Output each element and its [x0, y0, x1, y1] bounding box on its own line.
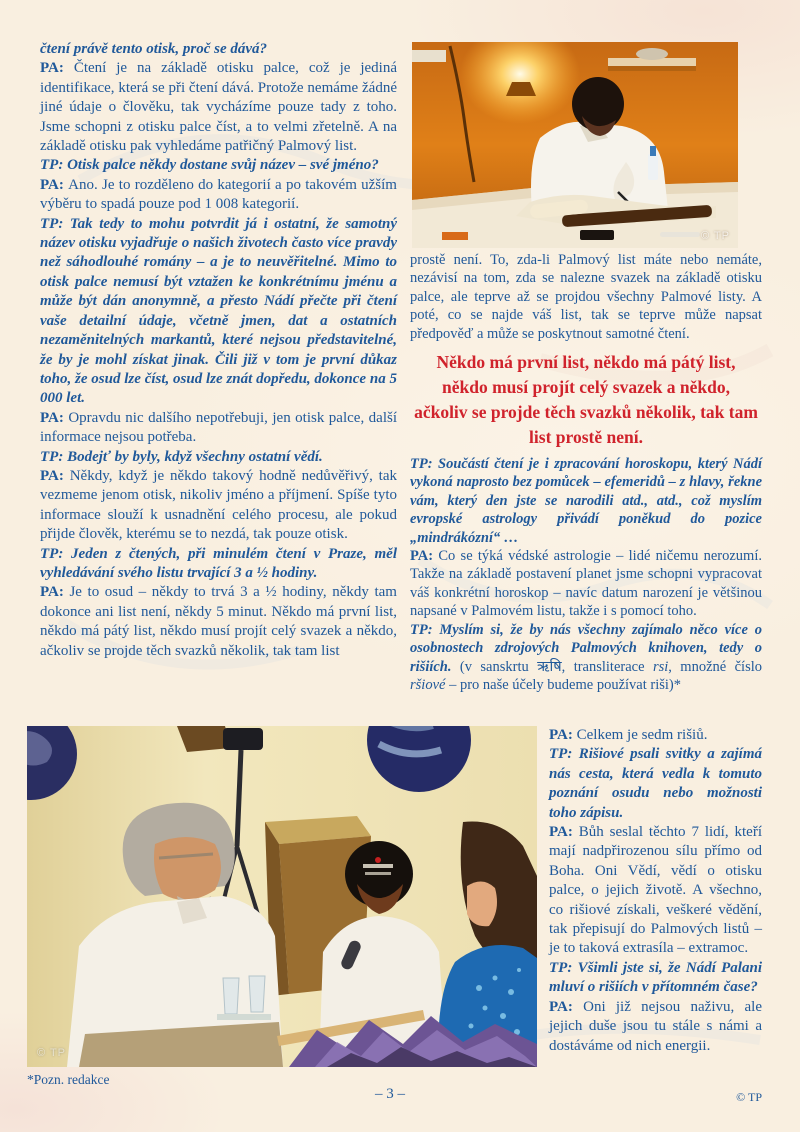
- answer-paragraph: PA: Oni již nejsou naživu, ale jejich duše jsou tu stále s námi a dostáváme od nich energii.: [549, 998, 762, 1054]
- answer-paragraph: PA: Bůh seslal těchto 7 lidí, kteří mají nadpřirozenou sílu přímo od Boha. Oni Vědí, vědí o otisku palce, o jejich životě. A všechno, co rišiové získali, veškeré vědění, tak přepisují do Palmových listů – je to taková extrasíla – extramoc.: [549, 824, 762, 957]
- answer-paragraph: PA: Celkem je sedm rišiů.: [549, 727, 708, 743]
- vibhuti-stripes: [363, 864, 393, 868]
- photo-watermark: © TP: [700, 230, 730, 242]
- question-paragraph: TP: Součástí čtení je i zpracování horoskopu, který Nádí vykoná naprosto bez pomůcek – efemeridů – z hlavy, řekne vám, který den jste se narodili atd., atd., což myslím evropské astrology přivádí poněkud do pozice „mindrákózní“ …: [410, 456, 762, 546]
- question-paragraph: TP: Myslím si, že by nás všechny zajímalo něco více o osobnostech zdrojových Palmových knihoven, tedy o rišiích. (v sanskrtu ऋषि, transliterace rsi, množné číslo ršiové – pro naše účely budeme používat riši)*: [410, 621, 762, 693]
- question-paragraph: TP: Jeden z čtených, při minulém čtení v Praze, měl vyhledávání svého listu trvající 3 a ½ hodiny.: [40, 545, 397, 581]
- photo-top-illustration: [412, 42, 738, 248]
- answer-paragraph: PA: Někdy, když je někdo takový hodně nedůvěřivý, tak vezmeme jenom otisk, nikoliv jméno a příjmení. Spíše tyto informace slouží k usnadnění celého procesu, ale pokud přijde člověk, kterému se to nezdá, tak pouze otisk.: [40, 467, 397, 543]
- answer-paragraph: PA: Čtení je na základě otisku palce, což je jediná identifikace, která se při čtení dává. Protože nemáme žádné jiné údaje o člověku, tak vycházíme pouze tady z toho. Jsme schopni z otisku palce číst, a to velmi zřetelně. A na základě otisku pak vyhledáme patřičný Palmový list.: [40, 60, 397, 155]
- question-paragraph: čtení právě tento otisk, proč se dává?: [40, 41, 268, 57]
- answer-paragraph: PA: Co se týká védské astrologie – lidé ničemu nerozumí. Takže na základě postavení planet jsme schopni vypracovat váš konkrétní horoskop – navíc datum narození je většinou napsané v Palmovém listu, takže i s pomocí toho.: [410, 548, 762, 620]
- answer-paragraph: PA: Opravdu nic dalšího nepotřebuji, jen otisk palce, další informace nejsou potřeba.: [40, 409, 397, 446]
- photo-bottom-illustration: [27, 726, 537, 1067]
- question-paragraph: TP: Rišiové psali svitky a zajímá nás cesta, která vedla k tomuto poznání osudu nebo možnosti toho zápisu.: [549, 746, 762, 821]
- copyright-mark: © TP: [736, 1090, 762, 1104]
- spray-bottle: [648, 154, 658, 180]
- article-column-right: [410, 251, 762, 694]
- question-paragraph: TP: Bodejť by byly, když všechny ostatní vědí.: [40, 448, 323, 465]
- photo-watermark: © TP: [37, 1047, 67, 1059]
- answer-paragraph: PA: Ano. Je to rozděleno do kategorií a po takovém užším výběru to spadá pouze pod 1 008 kategorií.: [40, 176, 397, 213]
- continuation-paragraph: prostě není. To, zda-li Palmový list máte nebo nemáte, nezávisí na tom, zda se nalezne svazek na základě otisku palce, ale teprve až se projdou všechny Palmové listy. A poté, co se najde váš list, tak se teprve může napsat předpověď a může se poskytnout samotné čtení.: [410, 252, 762, 342]
- pull-quote: Někdo má první list, někdo má pátý list, někdo musí projít celý svazek a někdo, ačkoliv se projde těch svazků několik, tak tam list prostě není.: [414, 352, 758, 448]
- question-paragraph: TP: Otisk palce někdy dostane svůj název – své jméno?: [40, 157, 379, 174]
- photo-nadi-reader-writing: [412, 42, 738, 248]
- answer-paragraph: PA: Je to osud – někdy to trvá 3 a ½ hodiny, někdy tam dokonce ani list není, někdy 5 minut. Někdo má první list, někdo má pátý list, někdo musí projít celý svazek a někdo, ačkoliv se projde těch svazků několik, tak tam list: [40, 584, 397, 659]
- page-number: – 3 –: [375, 1086, 405, 1102]
- article-column-left: [40, 40, 397, 661]
- left-shelf: [412, 50, 446, 62]
- editorial-footnote: *Pozn. redakce: [27, 1072, 110, 1087]
- photo-reading-event: [27, 726, 537, 1067]
- question-paragraph: TP: Všimli jste si, že Nádí Palani mluví o rišiích v přítomném čase?: [549, 959, 762, 996]
- article-column-narrow: [549, 726, 762, 1056]
- question-paragraph: TP: Tak tedy to mohu potvrdit já i ostatní, že samotný název otisku vyjadřuje o našich životech často více pravdy než sáhodlouhé romány – a je to neuvěřitelné. Mimo to otisk palce nemusí být vztažen ke konkrétnímu jménu a může být dán anonymně, a přesto Nádí přečte při čtení vaše detailní údaje, včetně jmen, dat a ostatních nezaměnitelných markantů, které nejsou představitelné, že by je mohl získat jinak. Čili již v tom je první důkaz toho, že osud lze číst, osud lze znát dopředu, dokonce na 5 000 let.: [40, 215, 397, 407]
